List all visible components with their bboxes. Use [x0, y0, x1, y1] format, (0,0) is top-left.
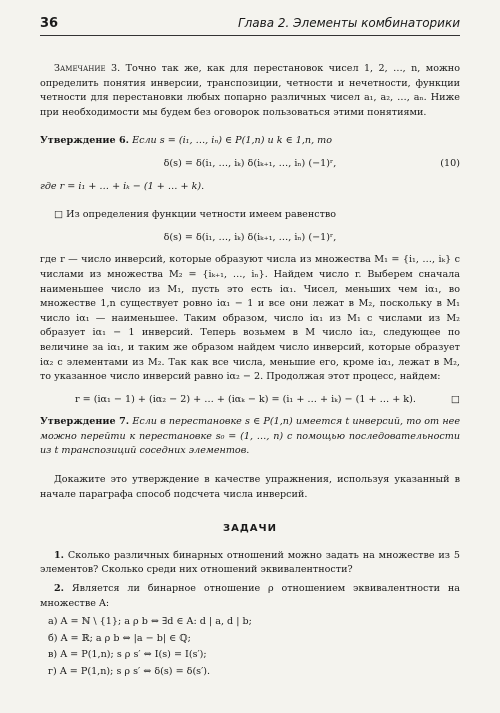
statement-6	[40, 134, 460, 149]
proof-final-formula-body: r = (iα₁ − 1) + (iα₂ − 2) + … + (iαₖ − k) = (i₁ + … + iₖ) − (1 + … + k).	[75, 393, 416, 405]
equation-10-body: δ(s) = δ(i₁, …, iₖ) δ(iₖ₊₁, …, iₙ) (−1)ʳ,	[163, 157, 337, 169]
remark-label: Замечание 3.	[54, 63, 121, 74]
page-header	[40, 16, 460, 36]
task-2-item-b: б) A = ℝ; a ρ b ⇔ |a − b| ∈ ℚ;	[48, 632, 191, 644]
task-2-items	[48, 615, 460, 679]
statement-6-label: Утверждение 6.	[40, 135, 129, 147]
proof-formula: δ(s) = δ(i₁, …, iₖ) δ(iₖ₊₁, …, iₙ) (−1)ʳ,	[163, 231, 337, 243]
task-2-text: Является ли бинарное отношение ρ отношением эквивалентности на множестве A:	[40, 583, 460, 609]
statement-7-text: Если в перестановке s ∈ P(1,n) имеется t инверсий, то от нее можно перейти к перестановке s₀ = (1, …, n) с помощью последовательности из t транспозиций соседних элементов.	[40, 416, 460, 457]
chapter-title: Глава 2. Элементы комбинаторики	[237, 16, 460, 30]
task-2-number: 2.	[54, 583, 65, 595]
task-2	[40, 582, 460, 611]
task-1	[40, 549, 460, 578]
equation-number: (10)	[440, 157, 460, 169]
remark-paragraph	[40, 62, 460, 120]
task-2-item-d: г) A = P(1,n); s ρ s′ ⇔ δ(s) = δ(s′).	[48, 666, 211, 677]
exercise-paragraph: Докажите это утверждение в качестве упражнения, используя указанный в начале параграфа способ подсчета числа инверсий.	[40, 474, 460, 500]
statement-6-where: где r = i₁ + … + iₖ − (1 + … + k).	[40, 180, 205, 192]
proof-final-formula	[40, 393, 460, 408]
statement-7	[40, 415, 460, 459]
task-1-text: Сколько различных бинарных отношений можно задать на множестве из 5 элементов? Сколько среди них отношений эквивалентности?	[40, 549, 460, 576]
task-1-number: 1.	[54, 549, 65, 561]
qed-mark: □	[450, 393, 460, 405]
proof-intro: □ Из определения функции четности имеем равенство	[54, 209, 337, 221]
page-body	[40, 62, 460, 682]
statement-6-text: Если s = (i₁, …, iₙ) ∈ P(1,n) и k ∈ 1,n, то	[132, 135, 333, 147]
statement-7-label: Утверждение 7.	[40, 416, 130, 428]
tasks-heading: ЗАДАЧИ	[223, 523, 277, 535]
page-number: 36	[40, 16, 59, 31]
task-2-item-c: в) A = P(1,n); s ρ s′ ⇔ I(s) = I(s′);	[48, 649, 207, 661]
proof-text: где r — число инверсий, которые образуют числа из множества M₁ = {i₁, …, iₖ} с числами из множества M₂ = {iₖ₊₁, …, iₙ}. Найдем число r. Выберем сначала наименьшее число из M₁, пусть это есть iα₁. Чисел, меньших чем iα₁, во множестве 1,n существует ровно iα₁ − 1 и все они лежат в M₂, поскольку в M₁ число iα₁ — наименьшее. Таким образом, число iα₁ из M₁ с числами из M₂ образует iα₁ − 1 инверсий. Теперь возьмем в M число iα₂, следующее по величине за iα₁, и таким же образом найдем число инверсий, которые образует iα₂ с элементами из M₂. Так как все числа, меньшие его, кроме iα₁, лежат в M₂, то указанное число инверсий равно iα₂ − 2. Продолжая этот процесс, найдем:	[40, 254, 460, 383]
equation-10	[40, 157, 460, 172]
remark-text: Точно так же, как для перестановок чисел 1, 2, …, n, можно определить понятия инверсии, транспозиции, четности и нечетности, функции четности для перестановки любых попарно различных чисел a₁, a₂, …, aₙ. Ниже при необходимости мы будем без оговорок пользоваться этими понятиями.	[40, 63, 460, 118]
task-2-item-a: а) A = ℕ \ {1}; a ρ b ⇔ ∃d ∈ A: d | a, d | b;	[48, 616, 252, 628]
